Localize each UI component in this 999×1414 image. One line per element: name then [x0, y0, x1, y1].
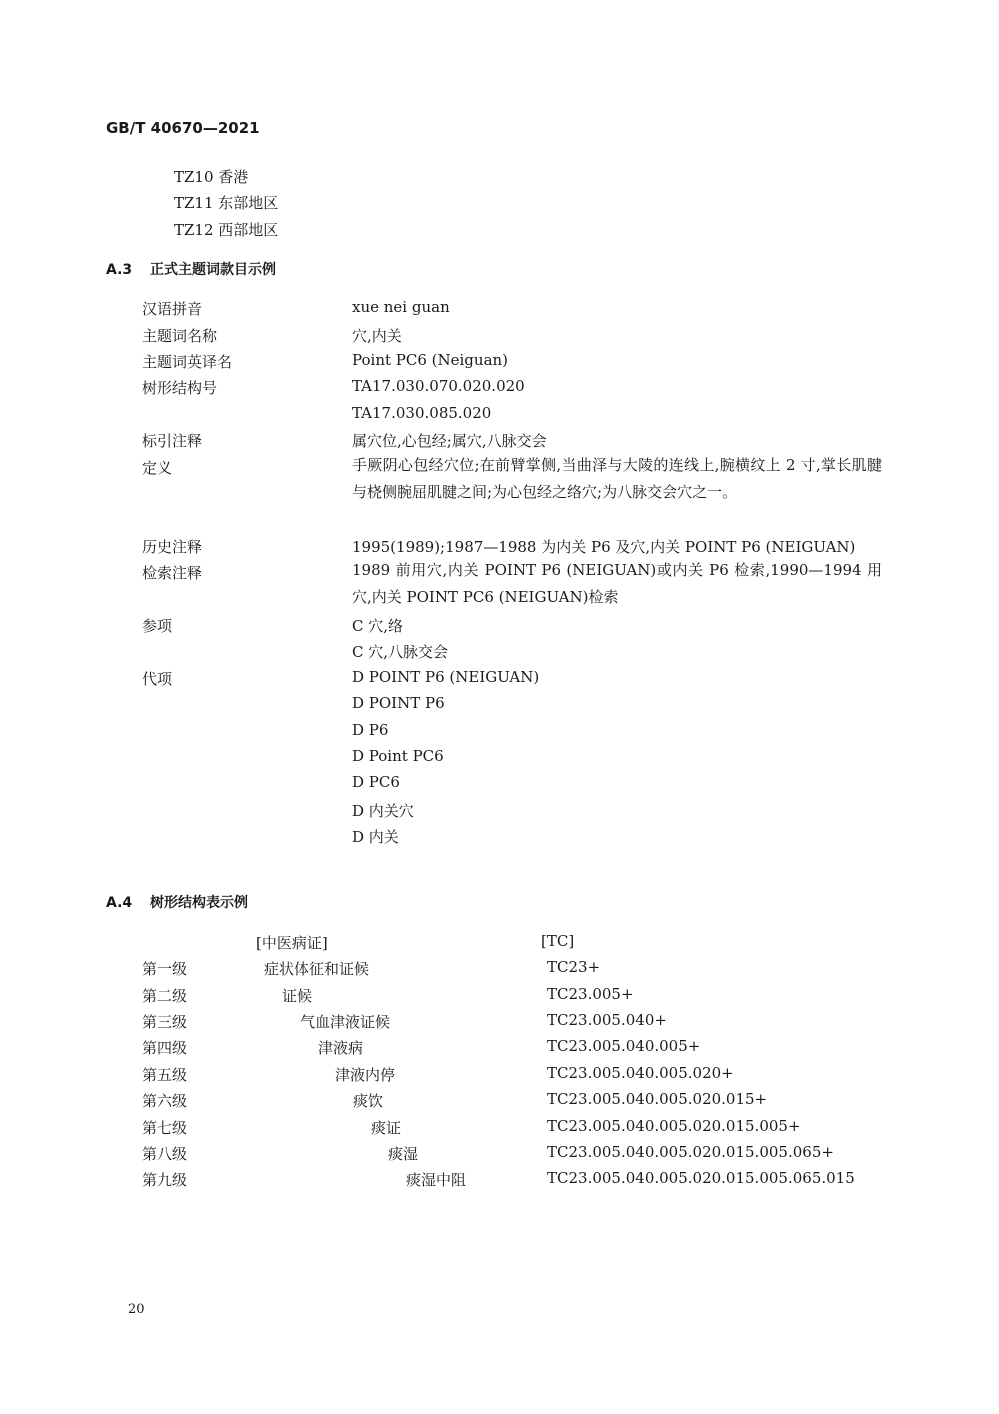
english-label: 主题词英译名: [142, 353, 233, 371]
tree-term: 证候: [282, 987, 313, 1005]
tree-term: 痰湿中阻: [406, 1171, 467, 1189]
history-note-label: 历史注释: [142, 538, 203, 556]
tree-code: TC23.005.040.005.020.015+: [547, 1090, 768, 1108]
substitute-item: D POINT P6 (NEIGUAN): [352, 668, 540, 686]
page-number: 20: [128, 1302, 145, 1317]
tree-level: 第四级: [142, 1039, 188, 1057]
english-value: Point PC6 (Neiguan): [352, 351, 509, 369]
tree-header-code: [TC]: [541, 932, 575, 950]
tree-header-name: [中医病证]: [256, 934, 328, 952]
tree-term: 痰证: [371, 1119, 402, 1137]
reference-item: C 穴,八脉交会: [352, 643, 449, 661]
name-value: 穴,内关: [352, 327, 402, 345]
substitute-label: 代项: [142, 670, 173, 688]
index-note-value: 属穴位,心包经;属穴,八脉交会: [352, 432, 547, 450]
tree-level: 第三级: [142, 1013, 188, 1031]
index-note-label: 标引注释: [142, 432, 203, 450]
tz-item: TZ10 香港: [174, 168, 249, 186]
section-title: 树形结构表示例: [150, 895, 248, 911]
tree-term: 痰饮: [353, 1092, 384, 1110]
section-number: A.3: [106, 262, 133, 278]
tree-level: 第一级: [142, 960, 188, 978]
tree-term: 津液内停: [335, 1066, 396, 1084]
tree-code: TC23.005.040.005.020.015.005+: [547, 1117, 801, 1135]
tree-level: 第二级: [142, 987, 188, 1005]
tz-item: TZ12 西部地区: [174, 221, 279, 239]
tree-term: 痰湿: [388, 1145, 419, 1163]
tz-item: TZ11 东部地区: [174, 194, 279, 212]
tree-number-label: 树形结构号: [142, 379, 218, 397]
section-a4-heading: [106, 892, 248, 912]
section-title: 正式主题词款目示例: [150, 262, 276, 278]
name-label: 主题词名称: [142, 327, 218, 345]
tree-code: TC23.005.040.005.020.015.005.065.015: [547, 1169, 855, 1187]
tree-code: TC23+: [547, 958, 601, 976]
substitute-item: D P6: [352, 721, 389, 739]
tree-code: TC23.005+: [547, 985, 634, 1003]
tree-level: 第九级: [142, 1171, 188, 1189]
definition-value: 手厥阴心包经穴位;在前臂掌侧,当曲泽与大陵的连线上,腕横纹上 2 寸,掌长肌腱与桡侧腕屈肌腱之间;为心包经之络穴;为八脉交会穴之一。: [352, 456, 882, 501]
tree-code: TC23.005.040.005+: [547, 1037, 701, 1055]
substitute-item: D 内关: [352, 828, 399, 846]
substitute-item: D PC6: [352, 773, 400, 791]
definition-label: 定义: [142, 459, 173, 477]
section-number: A.4: [106, 895, 133, 911]
substitute-item: D Point PC6: [352, 747, 444, 765]
history-note-value: 1995(1989);1987—1988 为内关 P6 及穴,内关 POINT P6 (NEIGUAN): [352, 538, 856, 556]
tree-level: 第七级: [142, 1119, 188, 1137]
tree-level: 第八级: [142, 1145, 188, 1163]
reference-item: C 穴,络: [352, 617, 404, 635]
search-note-value: 1989 前用穴,内关 POINT P6 (NEIGUAN)或内关 P6 检索,1990—1994 用穴,内关 POINT PC6 (NEIGUAN)检索: [352, 561, 882, 606]
tree-number-value: TA17.030.085.020: [352, 404, 492, 422]
tree-term: 症状体征和证候: [264, 960, 370, 978]
tree-number-value: TA17.030.070.020.020: [352, 377, 525, 395]
reference-label: 参项: [142, 617, 173, 635]
pinyin-label: 汉语拼音: [142, 300, 203, 318]
tree-term: 气血津液证候: [300, 1013, 391, 1031]
tree-code: TC23.005.040.005.020+: [547, 1064, 734, 1082]
tree-code: TC23.005.040+: [547, 1011, 667, 1029]
substitute-item: D 内关穴: [352, 802, 414, 820]
search-note-label: 检索注释: [142, 564, 203, 582]
tree-level: 第六级: [142, 1092, 188, 1110]
document-id: GB/T 40670—2021: [106, 119, 260, 137]
tree-level: 第五级: [142, 1066, 188, 1084]
tree-term: 津液病: [318, 1039, 364, 1057]
substitute-item: D POINT P6: [352, 694, 445, 712]
section-a3-heading: [106, 259, 276, 279]
tree-code: TC23.005.040.005.020.015.005.065+: [547, 1143, 834, 1161]
pinyin-value: xue nei guan: [352, 298, 450, 316]
